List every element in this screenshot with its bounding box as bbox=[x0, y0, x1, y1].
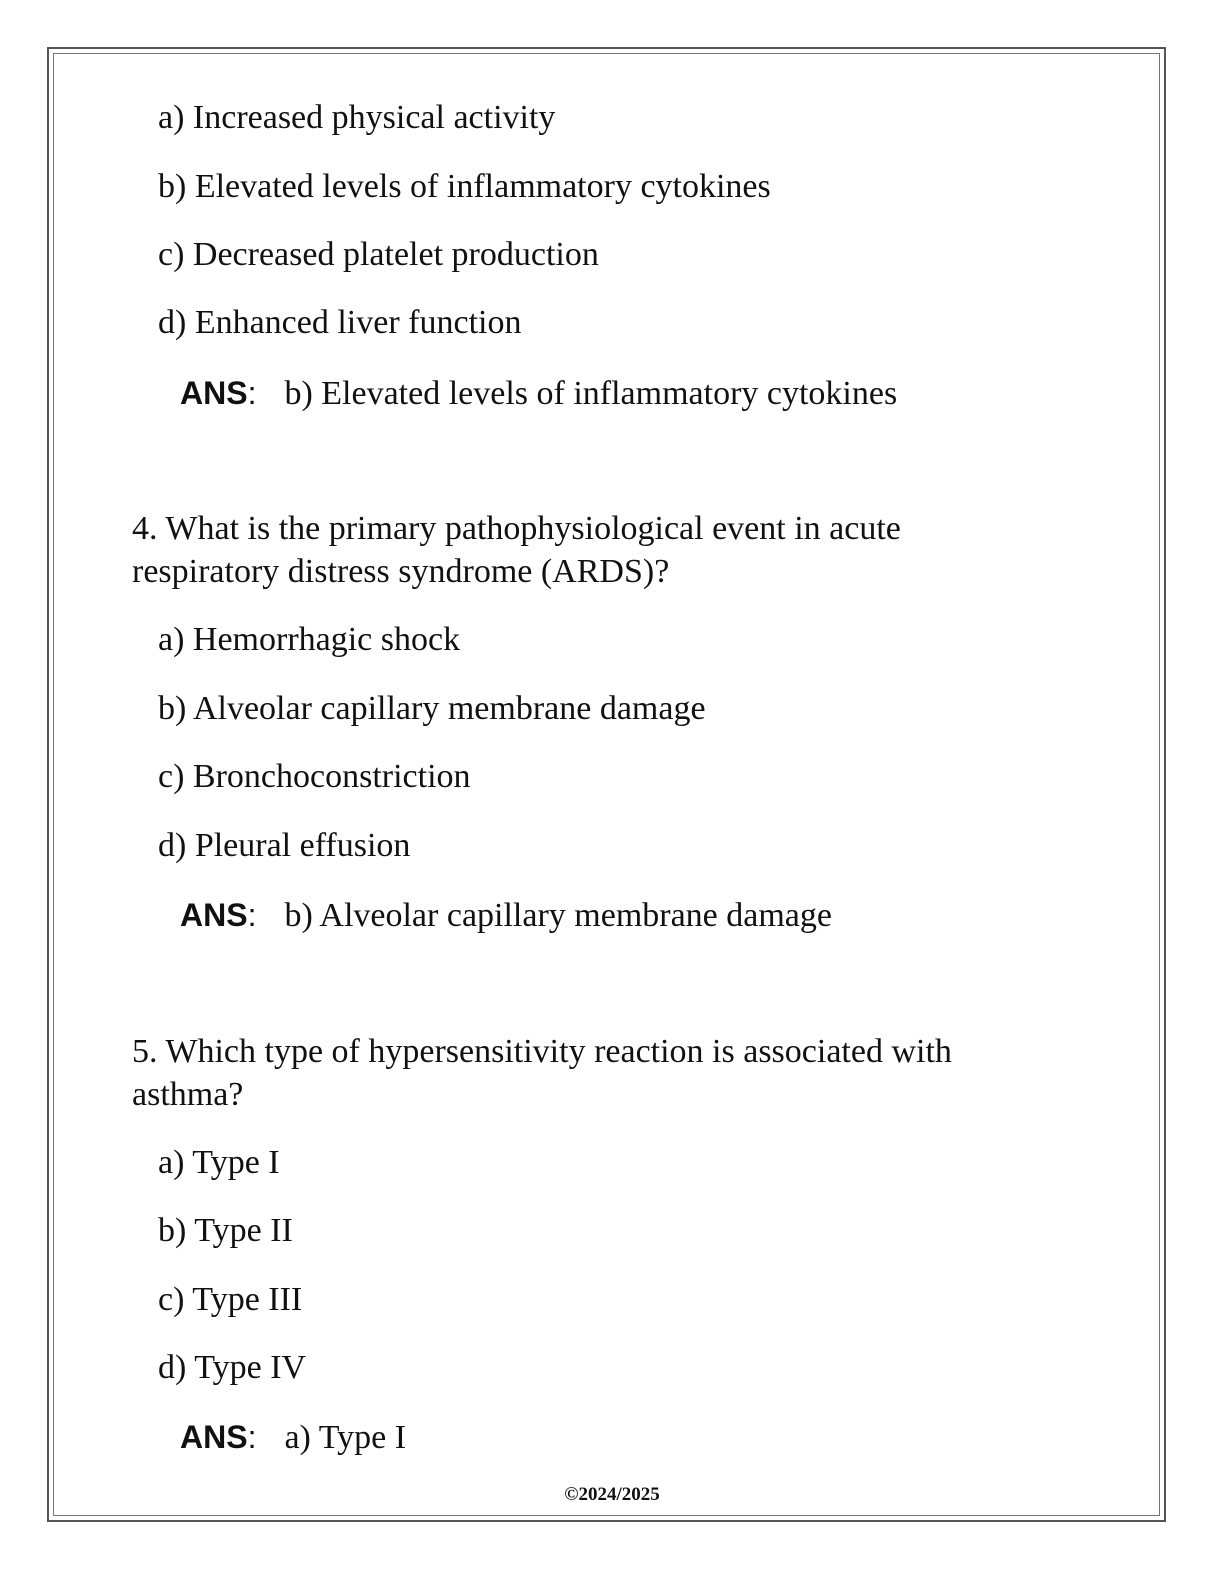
question-4-option-c: c) Bronchoconstriction bbox=[158, 758, 471, 795]
option-c: c) Decreased platelet production bbox=[158, 236, 599, 273]
answer-text: b) Elevated levels of inflammatory cytokines bbox=[284, 375, 898, 412]
question-5-option-c: c) Type III bbox=[158, 1281, 303, 1318]
answer-label: ANS bbox=[180, 897, 248, 933]
question-4-answer-line bbox=[180, 894, 832, 937]
question-4-line-2: respiratory distress syndrome (ARDS)? bbox=[132, 553, 670, 590]
question-4-option-a: a) Hemorrhagic shock bbox=[158, 621, 461, 658]
question-5-line-2: asthma? bbox=[132, 1076, 244, 1113]
question-4-line-1: 4. What is the primary pathophysiological event in acute bbox=[132, 510, 901, 547]
option-a: a) Increased physical activity bbox=[158, 99, 556, 136]
answer-colon: : bbox=[247, 375, 257, 411]
answer-colon: : bbox=[247, 1419, 257, 1455]
answer-label: ANS bbox=[180, 1419, 248, 1455]
question-4-option-b: b) Alveolar capillary membrane damage bbox=[158, 690, 706, 727]
question-5-option-d: d) Type IV bbox=[158, 1349, 307, 1386]
answer-text: a) Type I bbox=[284, 1419, 407, 1456]
question-5-option-b: b) Type II bbox=[158, 1212, 293, 1249]
question-5-answer-line bbox=[180, 1416, 406, 1459]
option-d: d) Enhanced liver function bbox=[158, 304, 522, 341]
question-5-option-a: a) Type I bbox=[158, 1144, 280, 1181]
answer-text: b) Alveolar capillary membrane damage bbox=[284, 897, 832, 934]
answer-line bbox=[180, 372, 897, 415]
answer-colon: : bbox=[247, 897, 257, 933]
question-4-option-d: d) Pleural effusion bbox=[158, 827, 411, 864]
copyright-footer: ©2024/2025 bbox=[564, 1484, 660, 1505]
option-b: b) Elevated levels of inflammatory cytokines bbox=[158, 168, 771, 205]
question-5-line-1: 5. Which type of hypersensitivity reaction is associated with bbox=[132, 1033, 952, 1070]
answer-label: ANS bbox=[180, 375, 248, 411]
